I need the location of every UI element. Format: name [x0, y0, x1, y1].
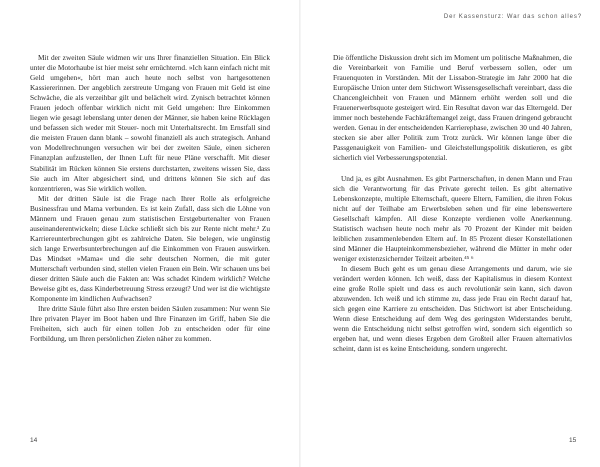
- right-paragraph-3: In diesem Buch geht es um genau diese Arrangements und darum, wie sie verändert werden können. Ich weiß, dass der Kapitalismus in diesem Kontext eine große Rolle spielt und dass es auch revolutionär sein kann, sich davon abzuwenden. Ich weiß und ich stimme zu, dass jede Frau ein Recht darauf hat, sich gegen eine Karriere zu entscheiden. Das Stichwort ist aber Entscheidung. Wenn diese Entscheidung auf dem Weg des geringsten Widerstandes beruht, wenn die Entscheidung nicht selbst getroffen wird, sondern sich eigentlich so ergeben hat, und wenn dieses Ergeben dem Großteil aller Frauen alternativlos scheint, dann ist es keine Entscheidung, sondern ungerecht.: [333, 263, 572, 354]
- right-paragraph-1: Die öffentliche Diskussion dreht sich im Moment um politische Maßnahmen, die die Vereinbarkeit von Familie und Beruf verbessern sollen, oder um Frauenquoten in Vorständen. Mit der Lissabon-Strategie im Jahr 2000 hat die Europäische Union unter dem Stichwort Wissensgesellschaft vereinbart, dass die Chancengleichheit von Frauen und Männern erhöht werden soll und die Frauenerwerbsquote gesteigert wird. Ein Resultat davon war das Elterngeld. Der immer noch bestehende Fachkräftemangel zeigt, dass Frauen dringend gebraucht werden. Genau in der entscheidenden Karrierephase, zwischen 30 und 40 Jahren, stecken sie aber aller Politik zum Trotz zurück. Wir können lange über die Passgenauigkeit von Familien- und Gleichstellungspolitik diskutieren, es gibt sicherlich viel Verbesserungspotenzial.: [333, 53, 572, 163]
- right-text-block: [333, 53, 572, 354]
- running-header: Der Kassensturz: War das schon alles?: [443, 14, 582, 20]
- page-number-right: 15: [569, 437, 577, 444]
- left-text-block: [30, 53, 270, 344]
- right-page: [300, 0, 600, 467]
- left-paragraph-2: Mit der dritten Säule ist die Frage nach Ihrer Rolle als erfolgreiche Businessfrau und Mama verbunden. Es ist kein Zufall, dass sich die Löhne von Männern und Frauen genau zum statistischen Erstgeburtenalter von Frauen auseinanderentwickeln; diese Lücke schließt sich bis zur Rente nicht mehr.³ Zu Karriereunterbrechungen gibt es zahlreiche Daten. Sie belegen, wie ungünstig sich lange Erwerbsunterbrechungen auf die Einkommen von Frauen auswirken. Das Mindset »Mama« und die sehr deutschen Normen, die mit guter Mutterschaft verbunden sind, stellen vielen Frauen ein Bein. Wir schauen uns bei dieser dritten Säule auch die Fakten an: Was schadet Kindern wirklich? Welche Beweise gibt es, dass Kinderbetreuung Stress erzeugt? Und wer ist die wichtigste Komponente im kindlichen Aufwachsen?: [30, 193, 270, 304]
- page-number-left: 14: [30, 437, 38, 444]
- right-paragraph-2: Und ja, es gibt Ausnahmen. Es gibt Partnerschaften, in denen Mann und Frau sich die Verantwortung für das Private gerecht teilen. Es gibt alternative Lebenskonzepte, multiple Elternschaft, queere Eltern, Familien, die ihren Fokus nicht auf der Teilhabe am Erwerbsleben sehen und für eine lebenswertere Gesellschaft kämpfen. All diese Konzepte verdienen volle Anerkennung. Statistisch wachsen heute noch mehr als 70 Prozent der Kinder mit beiden leiblichen zusammenlebenden Eltern auf. In 85 Prozent dieser Konstellationen sind Männer die Haupteinkommensbezieher, während die Mütter in mehr oder weniger existenzsichernder Teilzeit arbeiten.⁴⁵ ⁶: [333, 173, 572, 263]
- left-paragraph-3: Ihre dritte Säule führt also Ihre ersten beiden Säulen zusammen: Nur wenn Sie Ihre privaten Player im Boot haben und Ihre Finanzen im Griff, haben Sie die Freiheiten, sich auch für einen tollen Job zu entscheiden oder für eine Fortbildung, um Ihren persönlichen Zielen näher zu kommen.: [30, 304, 270, 344]
- left-paragraph-1: Mit der zweiten Säule widmen wir uns Ihrer finanziellen Situation. Ein Blick unter die Motorhaube ist hier meist sehr ernüchternd. »Ich kann einfach nicht mit Geld umgehen«, hört man auch heute noch selbst von hartgesottenen Kassiererinnen. Der angeblich zerstreute Umgang von Frauen mit Geld ist eine Schwäche, die als verzeihbar gilt und belächelt wird. Zynisch betrachtet können Frauen jedoch offenbar wirklich nicht mit Geld umgehen: Ihre Einkommen liegen wie gesagt lebenslang unter denen der Männer, sie haben keine Rücklagen und befassen sich weder mit Steuer- noch mit Unterhaltsrecht. Im Ernstfall sind die meisten Frauen dann blank – sowohl finanziell als auch strategisch. Anhand von Modellrechnungen versuchen wir bei der zweiten Säule, einen sicheren Finanzplan aufzustellen, der Ihnen Luft für neue Pläne verschafft. Mit dieser Stabilität im Rücken können Sie erstens durchstarten, zweitens wissen Sie, dass Sie auch im Alter abgesichert sind, und drittens können Sie sich auf das konzentrieren, was Sie wirklich wollen.: [30, 53, 270, 193]
